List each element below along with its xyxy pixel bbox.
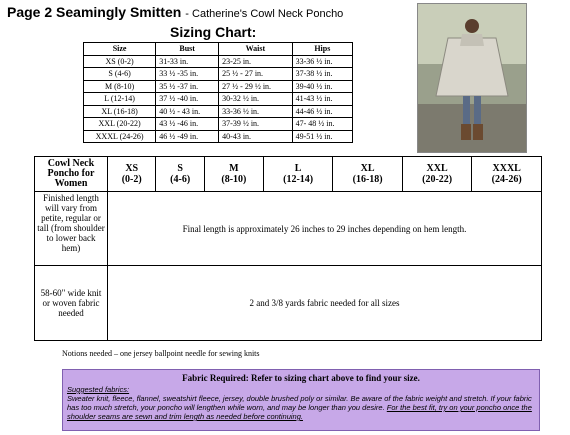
- waist-cell: 37-39 ½ in.: [219, 118, 292, 131]
- document-subtitle: - Catherine's Cowl Neck Poncho: [185, 8, 344, 20]
- bust-cell: 31-33 in.: [156, 55, 219, 68]
- column-header: Waist: [219, 43, 292, 56]
- table-row: [84, 55, 353, 68]
- size-label: XXXL: [492, 163, 521, 174]
- size-label: S: [177, 163, 183, 174]
- size-range: (24-26): [491, 174, 522, 185]
- table-row: [84, 93, 353, 106]
- sizing-chart-title: Sizing Chart:: [170, 24, 257, 40]
- column-header: Size: [84, 43, 156, 56]
- fabric-yardage-cell: 2 and 3/8 yards fabric needed for all sizes: [108, 266, 542, 341]
- size-header-xs: [108, 157, 156, 192]
- hips-cell: 41-43 ½ in.: [292, 93, 352, 106]
- size-range: (12-14): [283, 174, 314, 185]
- waist-cell: 27 ½ - 29 ½ in.: [219, 80, 292, 93]
- size-header-xxxl: [472, 157, 542, 192]
- notions-text: Notions needed – one jersey ballpoint needle for sewing knits: [62, 349, 260, 358]
- hips-cell: 47- 48 ½ in.: [292, 118, 352, 131]
- size-cell: L (12-14): [84, 93, 156, 106]
- size-cell: XS (0-2): [84, 55, 156, 68]
- length-info-cell: Final length is approximately 26 inches to 29 inches depending on hem length.: [108, 192, 542, 266]
- fabric-fit-note: For the best fit, try on your poncho once the shoulder seams are sewn and trim length as needed before continuing.: [67, 403, 532, 421]
- document-title: Page 2 Seamingly Smitten: [7, 4, 182, 20]
- fabric-required-box: [62, 369, 540, 431]
- table-row: [84, 130, 353, 143]
- column-header: Hips: [292, 43, 352, 56]
- size-cell: M (8-10): [84, 80, 156, 93]
- length-label-cell: Finished length will vary from petite, regular or tall (from shoulder to lower back hem): [35, 192, 108, 266]
- sizing-chart-table: [83, 42, 353, 143]
- bust-cell: 35 ½ -37 in.: [156, 80, 219, 93]
- hips-cell: 39-40 ½ in.: [292, 80, 352, 93]
- waist-cell: 33-36 ½ in.: [219, 105, 292, 118]
- poncho-model-illustration: [418, 4, 526, 152]
- hips-cell: 37-38 ½ in.: [292, 68, 352, 81]
- table-row: [84, 118, 353, 131]
- size-header-l: [263, 157, 333, 192]
- size-range: (0-2): [121, 174, 142, 185]
- poncho-size-table: [34, 156, 542, 341]
- poncho-header-cell: Cowl Neck Poncho for Women: [35, 157, 108, 192]
- bust-cell: 37 ½ -40 in.: [156, 93, 219, 106]
- bust-cell: 43 ½ -46 in.: [156, 118, 219, 131]
- hips-cell: 33-36 ½ in.: [292, 55, 352, 68]
- size-header-xxl: [402, 157, 472, 192]
- bust-cell: 40 ½ - 43 in.: [156, 105, 219, 118]
- fabric-required-heading: Fabric Required: Refer to sizing chart above to find your size.: [182, 373, 420, 383]
- suggested-fabrics-label: Suggested fabrics:: [67, 385, 130, 394]
- size-cell: XXXL (24-26): [84, 130, 156, 143]
- header-row: [35, 157, 542, 192]
- bust-cell: 33 ½ -35 in.: [156, 68, 219, 81]
- size-label: L: [294, 163, 302, 174]
- size-cell: S (4-6): [84, 68, 156, 81]
- bust-cell: 46 ½ -49 in.: [156, 130, 219, 143]
- size-cell: XXL (20-22): [84, 118, 156, 131]
- hips-cell: 44-46 ½ in.: [292, 105, 352, 118]
- table-row: [84, 105, 353, 118]
- table-row: [84, 80, 353, 93]
- fabric-width-label-cell: 58-60" wide knit or woven fabric needed: [35, 266, 108, 341]
- table-row: [84, 68, 353, 81]
- size-cell: XL (16-18): [84, 105, 156, 118]
- table-row: [35, 266, 542, 341]
- size-range: (16-18): [352, 174, 383, 185]
- size-label: M: [229, 163, 239, 174]
- size-range: (4-6): [170, 174, 191, 185]
- hips-cell: 49-51 ½ in.: [292, 130, 352, 143]
- size-header-s: [156, 157, 204, 192]
- model-photo: [417, 3, 527, 153]
- waist-cell: 30-32 ½ in.: [219, 93, 292, 106]
- waist-cell: 40-43 in.: [219, 130, 292, 143]
- size-header-m: [204, 157, 263, 192]
- waist-cell: 25 ½ - 27 in.: [219, 68, 292, 81]
- size-header-xl: [333, 157, 403, 192]
- table-row: [35, 192, 542, 266]
- size-label: XL: [360, 163, 375, 174]
- page-title: [7, 4, 343, 22]
- size-range: (20-22): [422, 174, 453, 185]
- size-range: (8-10): [221, 174, 247, 185]
- waist-cell: 23-25 in.: [219, 55, 292, 68]
- column-header: Bust: [156, 43, 219, 56]
- fabric-description: [67, 394, 535, 421]
- fabric-body-text: Sweater knit, fleece, flannel, sweatshirt fleece, jersey, double brushed poly or similar. Be aware of the fabric weight and stretch. If your fabric has too much stretch, your poncho will lengthen while worn, and may be longer than you desire.: [67, 394, 532, 412]
- size-label: XXL: [426, 163, 448, 174]
- size-label: XS: [125, 163, 139, 174]
